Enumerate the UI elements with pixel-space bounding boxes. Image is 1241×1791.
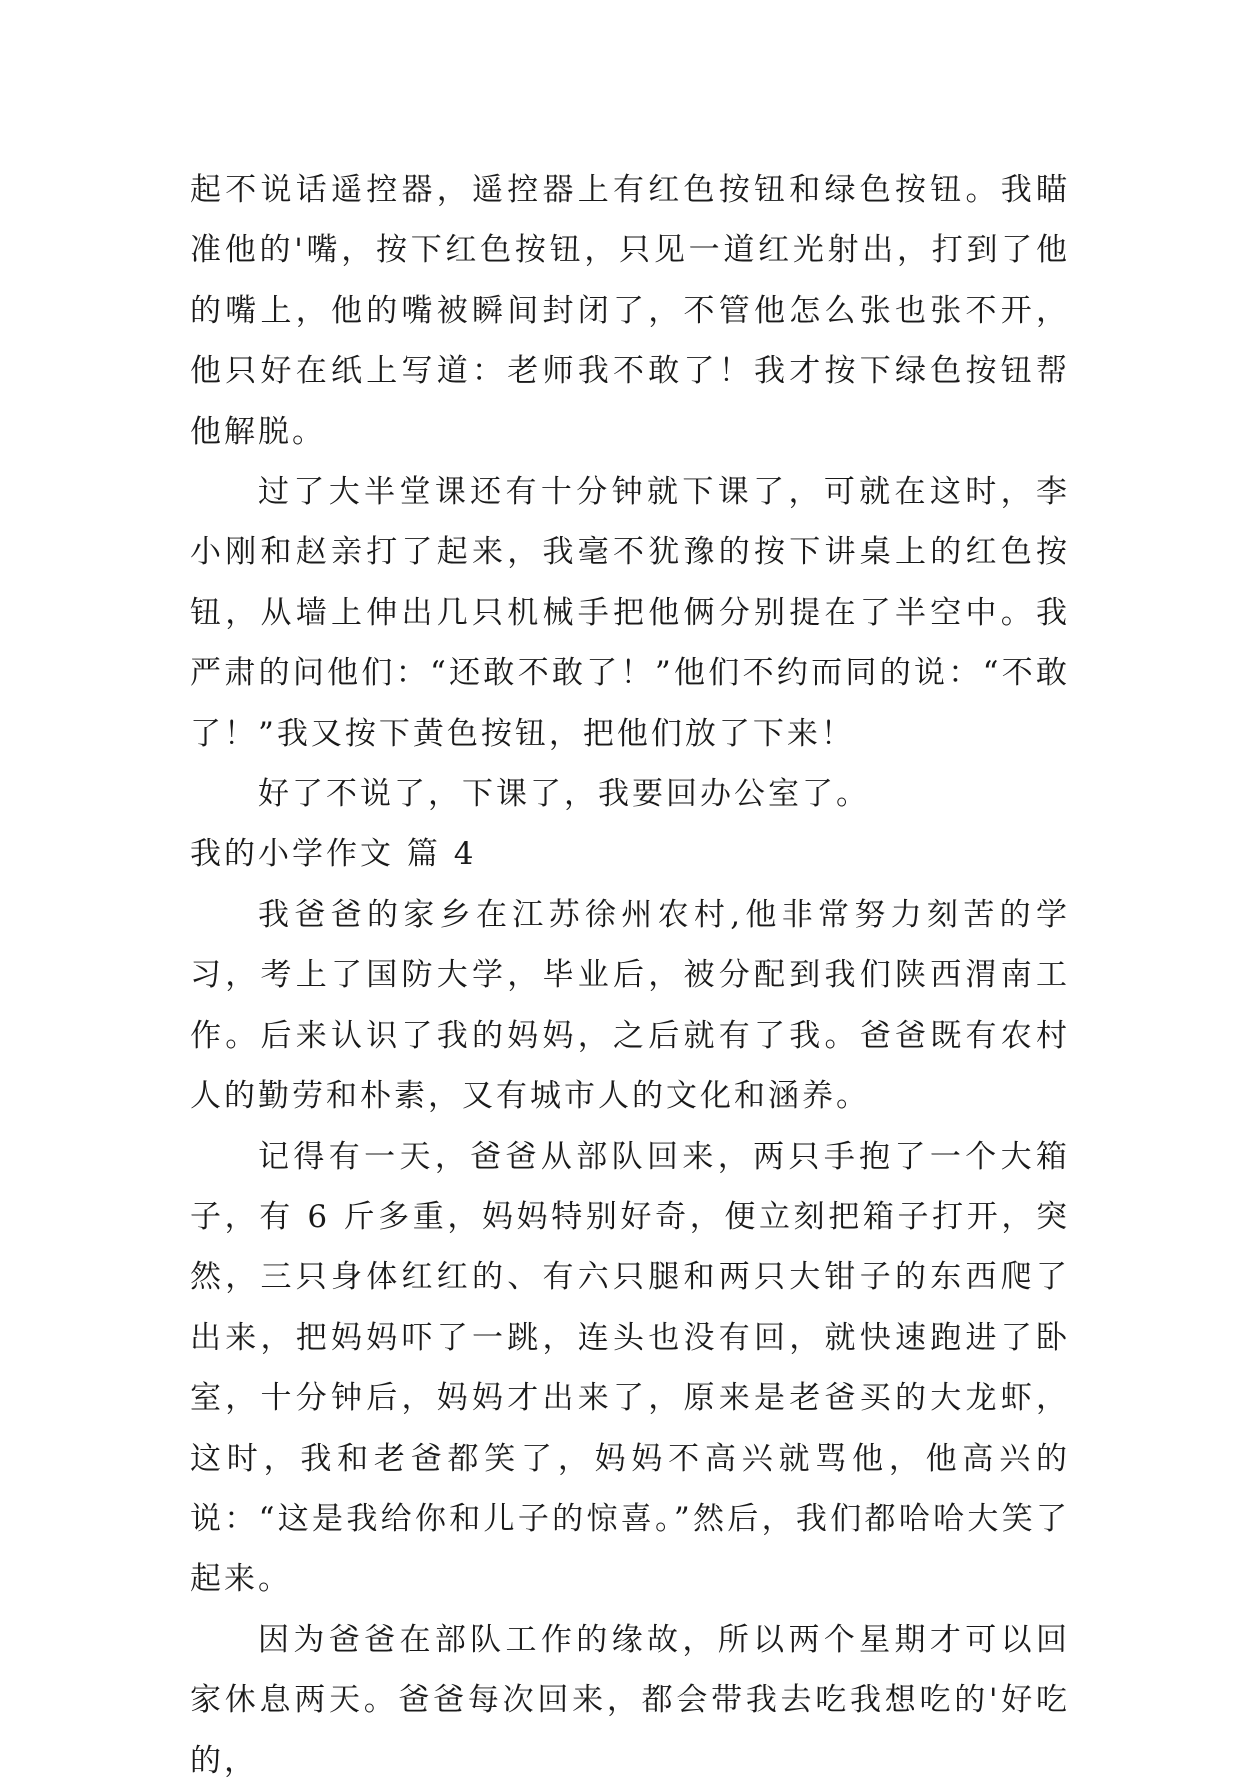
section-heading: 我的小学作文 篇 4 — [190, 836, 477, 873]
paragraph: 过了大半堂课还有十分钟就下课了，可就在这时，李小刚和赵亲打了起来，我毫不犹豫的按下讲桌上的红色按钮，从墙上伸出几只机械手把他俩分别提在了半空中。我严肃的问他们：“还敢不敢了！”他们不约而同的说：“不敢了！”我又按下黄色按钮，把他们放了下来！ — [190, 474, 1070, 752]
paragraph: 因为爸爸在部队工作的缘故，所以两个星期才可以回家休息两天。爸爸每次回来，都会带我去吃我想吃的'好吃的， — [190, 1621, 1070, 1779]
paragraph: 我爸爸的家乡在江苏徐州农村,他非常努力刻苦的学习，考上了国防大学，毕业后，被分配到我们陕西渭南工作。后来认识了我的妈妈，之后就有了我。爸爸既有农村人的勤劳和朴素，又有城市人的文化和涵养。 — [190, 896, 1070, 1115]
text-column — [190, 160, 1070, 1791]
paragraph: 好了不说了，下课了，我要回办公室了。 — [258, 776, 870, 813]
paragraph: 记得有一天，爸爸从部队回来，两只手抱了一个大箱子，有 6 斤多重，妈妈特别好奇，便立刻把箱子打开，突然，三只身体红红的、有六只腿和两只大钳子的东西爬了出来，把妈妈吓了一跳，连头也没有回，就快速跑进了卧室，十分钟后，妈妈才出来了，原来是老爸买的大龙虾，这时，我和老爸都笑了，妈妈不高兴就骂他，他高兴的说：“这是我给你和儿子的惊喜。”然后，我们都哈哈大笑了起来。 — [190, 1138, 1070, 1598]
paragraph-continued: 起不说话遥控器，遥控器上有红色按钮和绿色按钮。我瞄准他的'嘴，按下红色按钮，只见一道红光射出，打到了他的嘴上，他的嘴被瞬间封闭了，不管他怎么张也张不开，他只好在纸上写道：老师我不敢了！我才按下绿色按钮帮他解脱。 — [190, 172, 1070, 450]
